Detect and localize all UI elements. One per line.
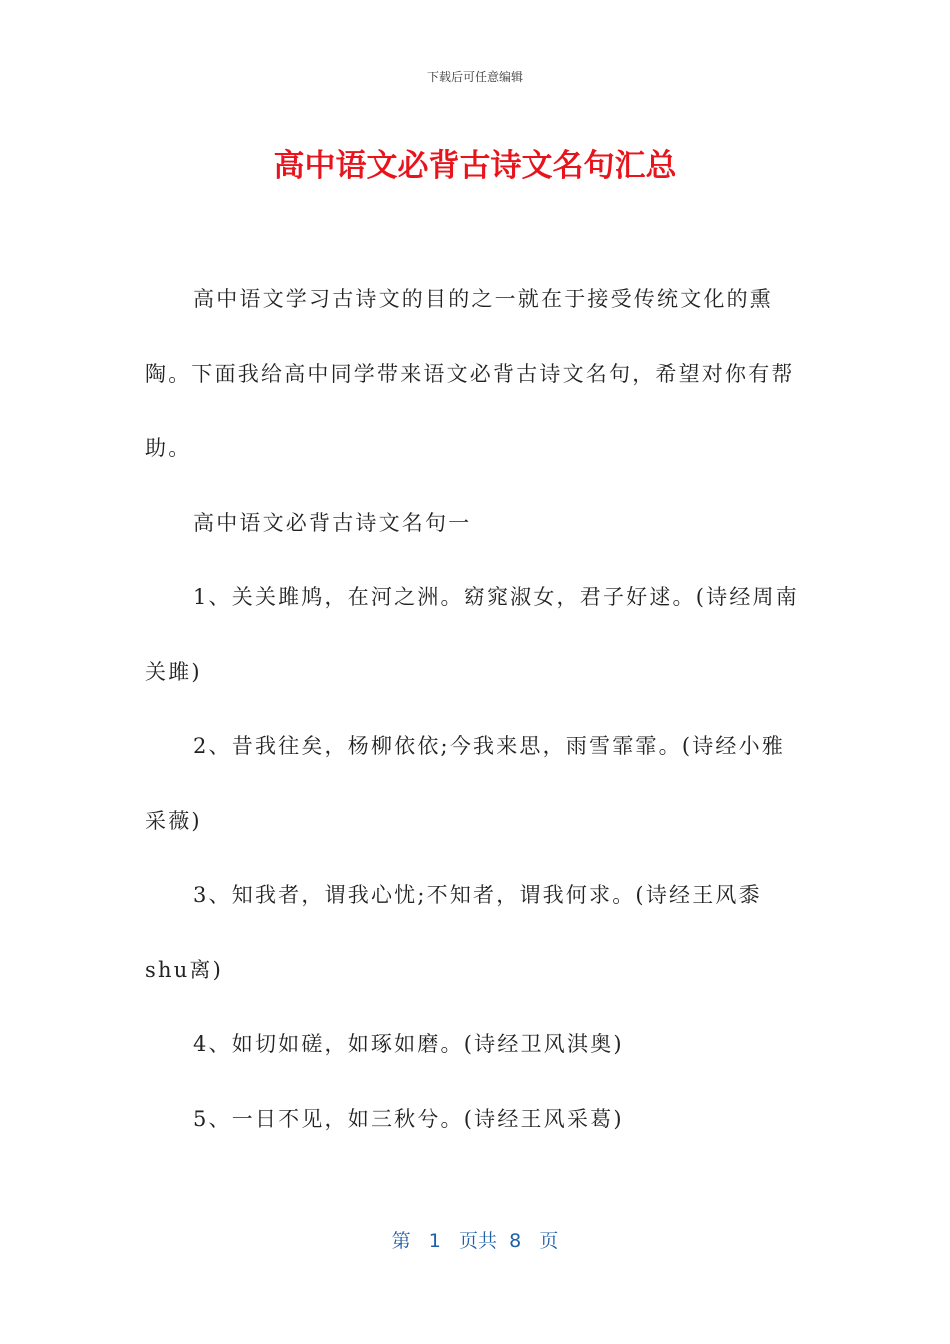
footer-prefix: 第 bbox=[391, 1230, 411, 1252]
header-note: 下载后可任意编辑 bbox=[426, 70, 523, 84]
total-pages-number: 8 bbox=[509, 1230, 522, 1252]
intro-paragraph: 高中语文学习古诗文的目的之一就在于接受传统文化的熏陶。下面我给高中同学带来语文必背古诗文名句，希望对你有帮助。 bbox=[145, 287, 795, 460]
quote-item-3: 3、知我者，谓我心忧;不知者，谓我何求。(诗经王风黍shu离) bbox=[145, 883, 762, 982]
document-body bbox=[145, 262, 805, 1156]
quote-item-5: 5、一日不见，如三秋兮。(诗经王风采葛) bbox=[193, 1106, 624, 1131]
page-footer bbox=[0, 1226, 950, 1253]
footer-middle: 页共 bbox=[459, 1230, 498, 1252]
document-title: 高中语文必背古诗文名句汇总 bbox=[273, 148, 677, 184]
quote-item-1: 1、关关雎鸠，在河之洲。窈窕淑女，君子好逑。(诗经周南关雎) bbox=[145, 585, 799, 684]
current-page-number: 1 bbox=[428, 1230, 441, 1252]
quote-item-4: 4、如切如磋，如琢如磨。(诗经卫风淇奥) bbox=[193, 1032, 624, 1056]
footer-suffix: 页 bbox=[539, 1230, 559, 1252]
section-heading: 高中语文必背古诗文名句一 bbox=[193, 510, 472, 535]
quote-item-2: 2、昔我往矣，杨柳依依;今我来思，雨雪霏霏。(诗经小雅采薇) bbox=[145, 734, 786, 833]
